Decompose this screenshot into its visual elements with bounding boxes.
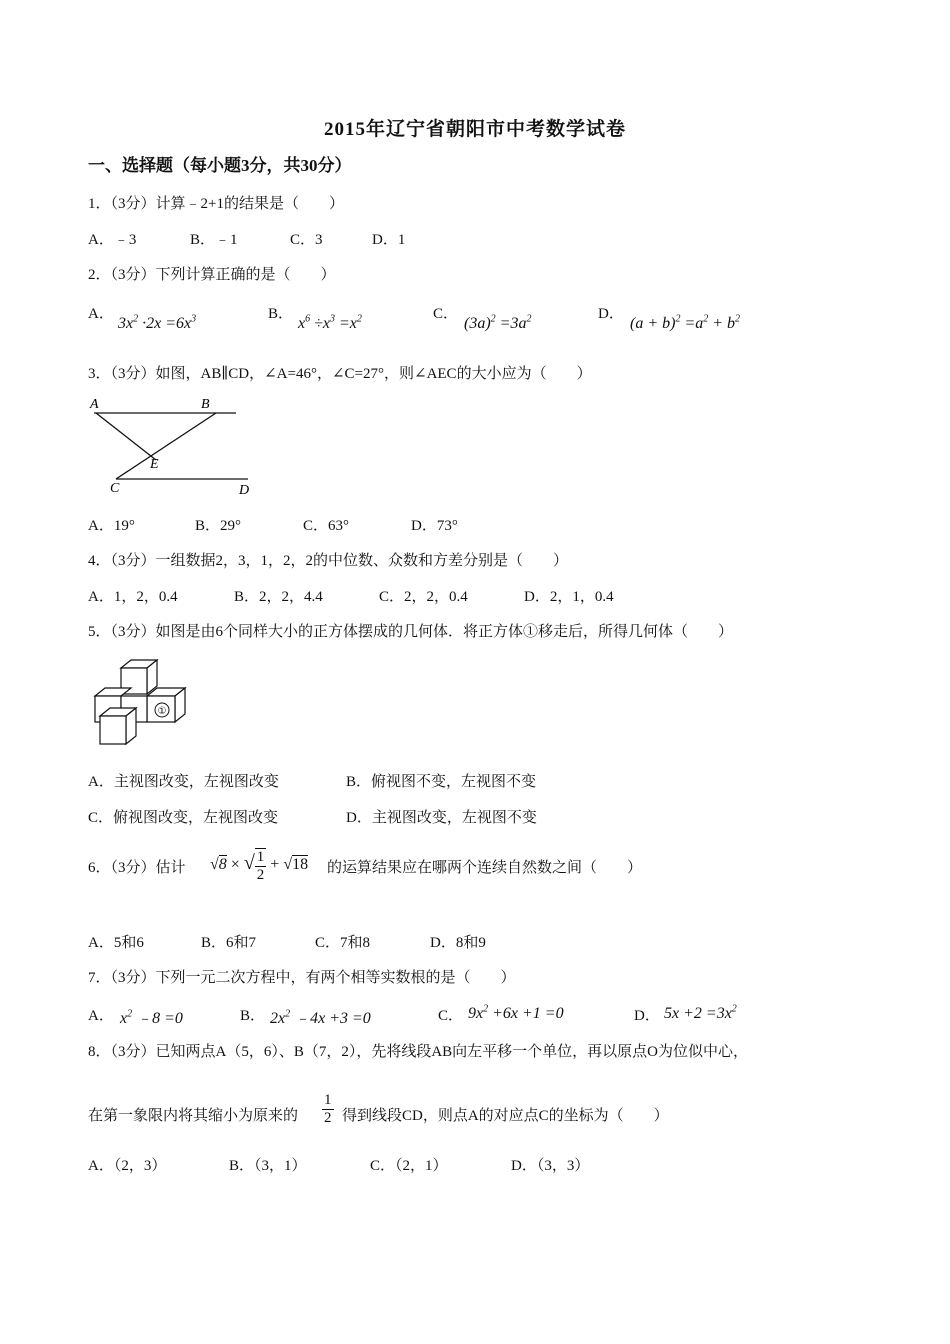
q4-option-b: B．2，2，4.4 (234, 589, 323, 605)
q6-option-d: D．8和9 (430, 935, 486, 951)
q7-option-a: $x^2$ ﹣8 =0 (120, 1008, 183, 1027)
q3-option-c: C．63° (303, 518, 350, 534)
q3-label-e: E (150, 457, 159, 472)
q5-option-a: A．主视图改变，左视图改变 (88, 774, 279, 790)
q2-label-d: D． (598, 306, 624, 322)
q4-stem: 4．（3分）一组数据2，3，1，2，2的中位数、众数和方差分别是（ ） (88, 553, 569, 569)
q4-option-c: C．2，2，0.4 (379, 589, 468, 605)
q6-option-b: B．6和7 (201, 935, 257, 951)
q7-label-b: B． (240, 1008, 266, 1024)
q5-figure (92, 656, 194, 756)
q8-option-c: C．（2，1） (370, 1158, 448, 1174)
section-heading: 一、选择题（每小题3分，共30分） (88, 156, 352, 175)
q3-option-d: D．73° (411, 518, 458, 534)
q8-option-a: A．（2，3） (88, 1158, 167, 1174)
q5-stem: 5．（3分）如图是由6个同样大小的正方体摆成的几何体．将正方体①移走后，所得几何体（ ） (88, 624, 734, 640)
q1-option-c: C．3 (290, 232, 323, 248)
q1-option-d: D．1 (372, 232, 406, 248)
q1-stem: 1．（3分）计算﹣2+1的结果是（ ） (88, 196, 344, 212)
q3-label-d: D (239, 483, 250, 498)
q8-line2-pre: 在第一象限内将其缩小为原来的 (88, 1108, 299, 1124)
q3-label-a: A (90, 397, 99, 412)
q8-line1: 8．（3分）已知两点A（5，6）、B（7，2），先将线段AB向左平移一个单位，再以原点O为位似中心， (88, 1044, 749, 1060)
q2-label-b: B． (268, 306, 294, 322)
q2-option-a: $3x^2 \cdot 2x =6x^3$ (118, 313, 197, 332)
q6-option-c: C．7和8 (315, 935, 371, 951)
q7-option-c: $9x^2 +6x +1 =0$ (468, 1003, 564, 1022)
q5-option-c: C．俯视图改变，左视图改变 (88, 810, 279, 826)
q4-option-d: D．2，1，0.4 (524, 589, 614, 605)
q2-label-c: C． (433, 306, 459, 322)
q3-label-c: C (110, 481, 120, 496)
q7-option-b: $2x^2$ ﹣4x +3 =0 (270, 1008, 371, 1027)
q2-option-b: $x^6 \div x^3 =x^2$ (298, 313, 362, 332)
q7-label-d: D． (634, 1008, 660, 1024)
q5-cube-label: ① (157, 706, 167, 717)
q6-expression: √8 × √ $\frac{1}{2}$ + √18 (210, 849, 309, 883)
q7-option-d: $5x +2 =3x^2$ (664, 1003, 737, 1022)
q2-option-d: $(a + b)^2 =a^2 + b^2$ (630, 313, 741, 332)
q3-stem: 3．（3分）如图，AB∥CD，∠A=46°，∠C=27°，则∠AEC的大小应为（ ） (88, 366, 592, 382)
q8-fraction: $\frac{1}{2}$ (324, 1092, 332, 1126)
q1-option-a: A．﹣3 (88, 232, 137, 248)
q6-prefix: 6．（3分）估计 (88, 860, 186, 876)
q7-label-c: C． (438, 1008, 464, 1024)
q7-label-a: A． (88, 1008, 114, 1024)
q4-option-a: A．1，2，0.4 (88, 589, 178, 605)
q2-stem: 2．（3分）下列计算正确的是（ ） (88, 267, 336, 283)
q5-option-b: B．俯视图不变，左视图不变 (346, 774, 537, 790)
q1-option-b: B．﹣1 (190, 232, 238, 248)
q3-option-b: B．29° (195, 518, 242, 534)
q8-option-d: D．（3，3） (511, 1158, 590, 1174)
q7-stem: 7．（3分）下列一元二次方程中，有两个相等实数根的是（ ） (88, 970, 516, 986)
q2-option-c: $(3a)^2 =3a^2$ (464, 313, 532, 332)
q3-figure (88, 394, 258, 499)
q8-option-b: B．（3，1） (229, 1158, 307, 1174)
q2-label-a: A． (88, 306, 114, 322)
q5-option-d: D．主视图改变，左视图不变 (346, 810, 537, 826)
q3-option-a: A．19° (88, 518, 135, 534)
q6-suffix: 的运算结果应在哪两个连续自然数之间（ ） (327, 860, 643, 876)
page-title: 2015年辽宁省朝阳市中考数学试卷 (323, 119, 626, 140)
q3-label-b: B (201, 397, 210, 412)
q8-line2-post: 得到线段CD，则点A的对应点C的坐标为（ ） (342, 1108, 669, 1124)
q6-option-a: A．5和6 (88, 935, 144, 951)
